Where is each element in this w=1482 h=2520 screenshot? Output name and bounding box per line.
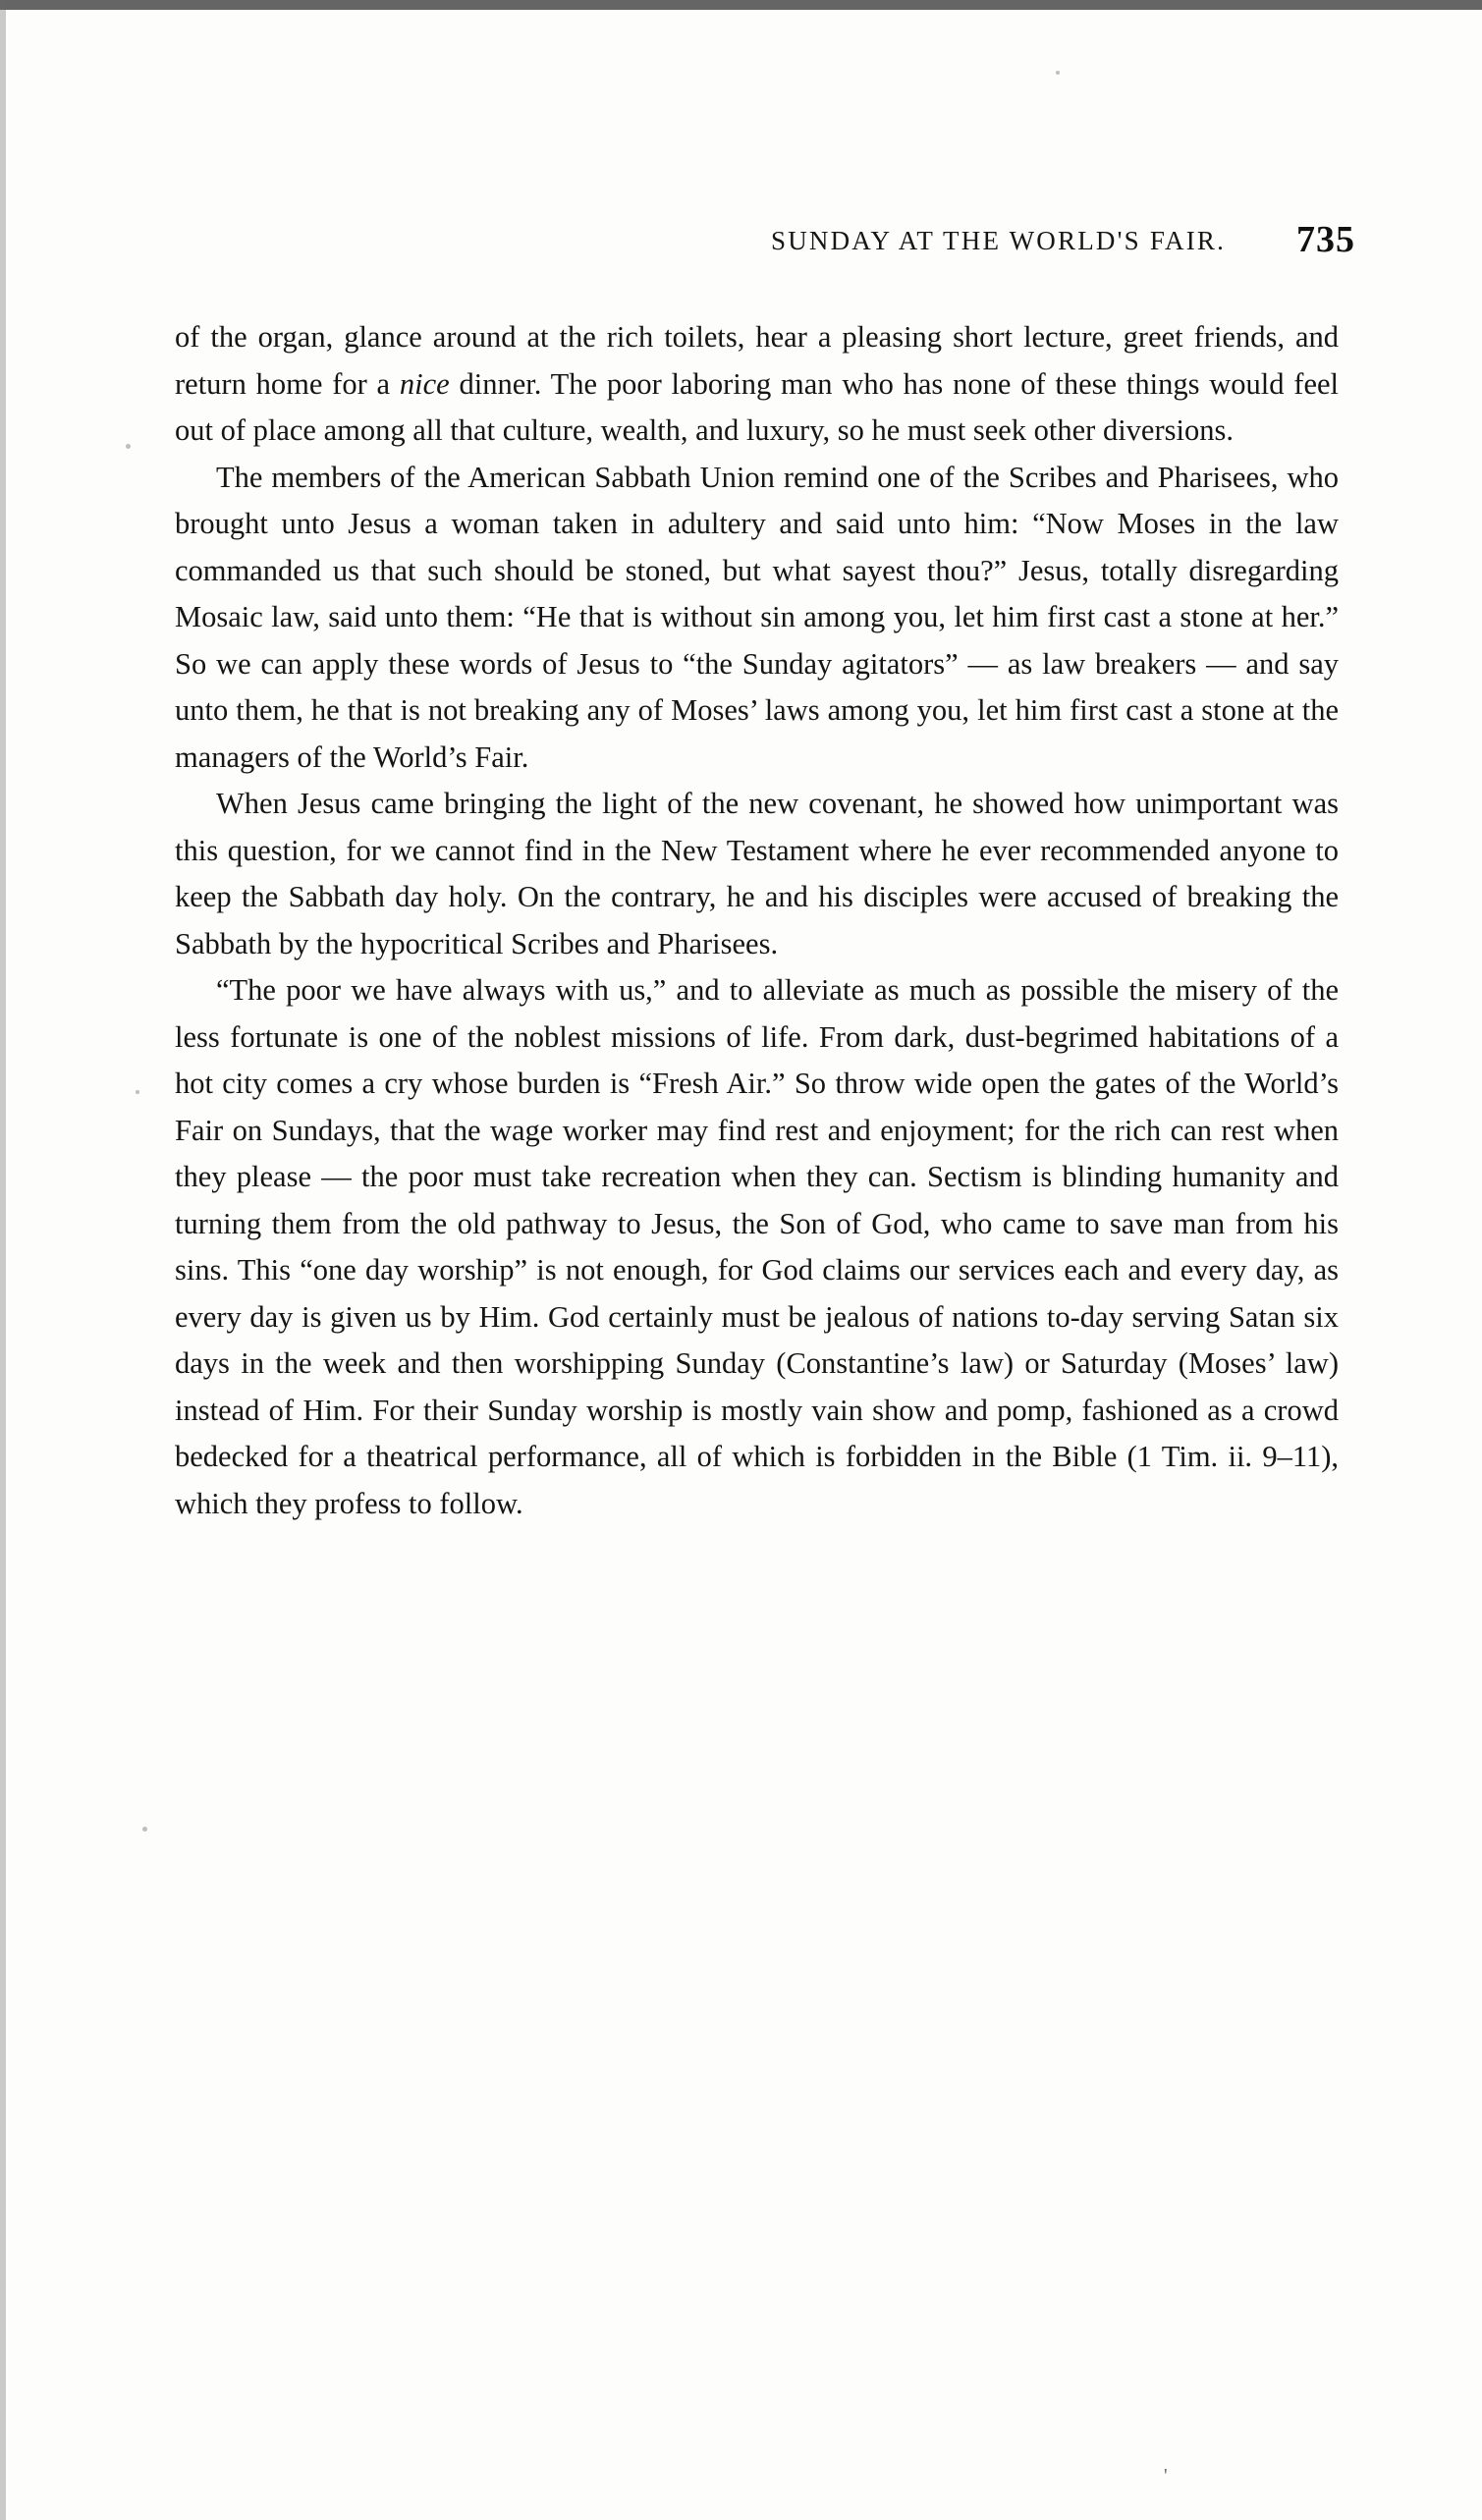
paragraph-1: of the organ, glance around at the rich toilets, hear a pleasing short lecture, greet friends, and return home for a nice dinner. The poor laboring man who has none of these things would feel out of place among all that culture, wealth, and luxury, so he must seek other diversions. (175, 320, 1340, 447)
page-number: 735 (1296, 219, 1355, 260)
paragraph-3: When Jesus came bringing the light of the new covenant, he showed how unimportant was this question, for we cannot find in the New Testament where he ever recommended anyone to keep the Sabbath day holy. On the contrary, he and his disciples were accused of breaking the Sabbath by the hypocritical Scribes and Pharisees. (175, 787, 1339, 960)
running-head: SUNDAY AT THE WORLD'S FAIR. (771, 226, 1227, 255)
scan-speck (142, 1827, 147, 1832)
emphasis-nice: nice (399, 366, 450, 401)
bottom-scan-mark: ' (1164, 2465, 1168, 2487)
scan-speck (126, 444, 131, 449)
paragraph-4: “The poor we have always with us,” and to alleviate as much as possible the misery of the less fortunate is one of the noblest missions of life. From dark, dust-begrimed habitations of a hot city comes a cry whose burden is “Fresh Air.” So throw wide open the gates of the World’s Fair on Sundays, that the wage worker may find rest and enjoyment; for the rich can rest when they please — the poor must take recreation when they can. Sectism is blinding humanity and turning them from the old pathway to Jesus, the Son of God, who came to save man from his sins. This “one day worship” is not enough, for God claims our services each and every day, as every day is given us by Him. God certainly must be jealous of nations to-day serving Satan six days in the week and then worshipping Sunday (Constantine’s law) or Saturday (Moses’ law) instead of Him. For their Sunday worship is mostly vain show and pomp, fashioned as a crowd bedecked for a theatrical performance, all of which is forbidden in the Bible (1 Tim. ii. 9–11), which they profess to follow. (175, 973, 1339, 1520)
paragraph-2: The members of the American Sabbath Union remind one of the Scribes and Pharisees, who brought unto Jesus a woman taken in adultery and said unto him: “Now Moses in the law commanded us that such should be stoned, but what sayest thou?” Jesus, totally disregarding Mosaic law, said unto them: “He that is without sin among you, let him first cast a stone at her.” So we can apply these words of Jesus to “the Sunday agitators” — as law breakers — and say unto them, he that is not breaking any of Moses’ laws among you, let him first cast a stone at the managers of the World’s Fair. (175, 460, 1339, 774)
scan-speck (136, 1090, 139, 1094)
page-body (175, 314, 1339, 1527)
scan-speck (1056, 71, 1060, 75)
page-header (167, 219, 1355, 269)
scan-edge-left (0, 0, 6, 2520)
scan-edge-top (0, 0, 1482, 10)
